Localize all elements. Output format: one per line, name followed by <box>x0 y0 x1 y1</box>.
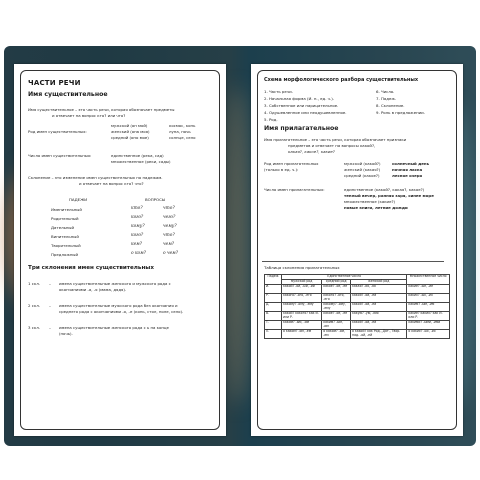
adj-gender-masc: мужской (какой?) <box>344 161 381 166</box>
table-title: Таблица склонения прилагательных <box>264 265 340 270</box>
scheme-item: 2. Начальная форма (И. п., ед. ч.). <box>264 96 334 101</box>
case-question-1: кого? <box>131 215 144 220</box>
adjective-definition-line-1: Имя прилагательное – это часть речи, которая обозначает признаки <box>264 137 407 142</box>
case-question-2: что? <box>163 206 175 211</box>
gender-masc-examples: космос, конь <box>169 123 196 128</box>
cell-plural: какие? -ые, -ие <box>407 285 450 294</box>
questions-header: ВОПРОСЫ <box>145 197 166 202</box>
cell-neut: какое? -ое, -ее <box>322 285 351 294</box>
cell-masc: какому? -ому, -ему <box>282 303 322 312</box>
cell-fem: о какой? как Род., Дат., Твор. пад. -ой, -ей <box>351 330 407 339</box>
cell-masc: какого? -ого, -его <box>282 294 322 303</box>
declension-text-line-1: имена существительные женского рода с ь на конце <box>59 325 169 330</box>
declension-dash: – <box>49 303 51 308</box>
number-label: Число имен существительных: <box>28 153 92 158</box>
adj-gender-neut-example: лесное озеро <box>392 173 423 178</box>
cell-masc: какой? -ой, -ый, -ий <box>282 285 322 294</box>
case-question-2: чему? <box>163 224 177 229</box>
adj-gender-label: Род имен прилагательных <box>264 161 319 166</box>
case-name: Творительный <box>51 243 81 248</box>
adj-gender-fem: женский (какая?) <box>344 167 381 172</box>
page-title: ЧАСТИ РЕЧИ <box>28 79 81 87</box>
cover-light-center <box>226 86 250 406</box>
adjective-declension-table <box>264 274 450 339</box>
case-name: Дательный <box>51 225 75 230</box>
left-page-frame <box>20 70 220 430</box>
cell-fem: какая? -ая, -яя <box>351 285 407 294</box>
header-fem: женский род <box>351 280 407 285</box>
adj-number-line: новые книги, летние дожди <box>344 205 408 210</box>
adj-number-line: единственное (какой?, какая?, какое?) <box>344 187 425 192</box>
case-question-1: кто? <box>131 206 143 211</box>
adj-gender-label-2: (только в ед. ч.): <box>264 167 299 172</box>
three-declensions-heading: Три склонения имен существительных <box>28 265 154 271</box>
cell-plural: какими? -ыми, -ими <box>407 321 450 330</box>
cell-case: Д. <box>265 303 282 312</box>
gender-neut: средний (оно мое) <box>111 135 149 140</box>
scheme-item: 6. Число. <box>376 89 395 94</box>
table-row <box>265 330 450 339</box>
case-question-2: что? <box>163 233 175 238</box>
cases-header: ПАДЕЖИ <box>69 197 88 202</box>
declension-label: 3 скл. <box>28 325 40 330</box>
cell-plural: какие? каких? как И. или Р. <box>407 312 450 321</box>
declension-definition-line-2: и отвечает на вопрос кто? что? <box>79 181 144 186</box>
case-question-2: чего? <box>163 215 176 220</box>
cell-fem: какой? -ой, -ей <box>351 303 407 312</box>
scheme-heading: Схема морфологического разбора существительных <box>264 77 419 83</box>
cell-fem: какую? -ую, -юю <box>351 312 407 321</box>
adjective-definition-line-2: предметов и отвечает на вопросы какой?, <box>288 143 376 148</box>
declension-definition-line-1: Склонение – это изменение имен существительных по падежам. <box>28 175 163 180</box>
noun-heading: Имя существительное <box>28 91 108 98</box>
header-case: Падеж <box>265 275 282 285</box>
declension-label: 1 скл. <box>28 281 40 286</box>
cell-neut: о каком? -ом, -ем <box>322 330 351 339</box>
case-question-1: кем? <box>131 242 142 247</box>
adj-number-label: Число имен прилагательных: <box>264 187 325 192</box>
case-question-1: о ком? <box>131 251 146 256</box>
divider-line <box>262 261 444 262</box>
adj-number-line: множественное (какие?) <box>344 199 396 204</box>
adjective-definition-line-3: какая?, какое?, какие? <box>288 149 335 154</box>
case-name: Родительный <box>51 216 79 221</box>
noun-definition-line-2: и отвечает на вопрос кто? или что? <box>52 113 126 118</box>
declension-text-line-2: (ночь). <box>59 331 73 336</box>
declension-text-line-2: среднего рода с окончаниями -о, -е (конь, стол, поле, село). <box>59 309 184 314</box>
left-page <box>14 64 226 436</box>
cell-case: П. <box>265 330 282 339</box>
adj-gender-fem-example: ночная ласка <box>392 167 423 172</box>
header-masc: мужской род <box>282 280 322 285</box>
cell-case: Р. <box>265 294 282 303</box>
scheme-item: 1. Часть речи. <box>264 89 293 94</box>
declension-dash: – <box>49 325 51 330</box>
declension-text-line-1: имена существительные мужского рода без окончания и <box>59 303 178 308</box>
cell-masc: какой? какого? как И. или Р. <box>282 312 322 321</box>
right-page-frame <box>257 70 457 430</box>
case-question-1: кого? <box>131 233 144 238</box>
case-question-1: кому? <box>131 224 145 229</box>
cell-plural: о каких? -ых, -их <box>407 330 450 339</box>
cell-masc: о каком? -ом, -ем <box>282 330 322 339</box>
adj-gender-masc-example: солнечный день <box>392 161 430 166</box>
cell-case: И. <box>265 285 282 294</box>
adj-number-line: теплый вечер, ранняя заря, синее море <box>344 193 434 198</box>
cell-fem: какой? -ой, -ей <box>351 294 407 303</box>
scheme-item: 3. Собственное или нарицательное. <box>264 103 339 108</box>
scheme-item: 5. Род. <box>264 117 278 122</box>
cell-masc: каким? -ым, -им <box>282 321 322 330</box>
gender-label: Род имен существительных: <box>28 129 87 134</box>
adj-gender-neut: средний (какое?) <box>344 173 380 178</box>
case-name: Винительный <box>51 234 79 239</box>
cell-plural: каких? -ых, -их <box>407 294 450 303</box>
right-page <box>251 64 463 436</box>
noun-definition-line-1: Имя существительное – это часть речи, которая обозначает предметы <box>28 107 175 112</box>
scheme-item: 4. Одушевленное или неодушевленное. <box>264 110 347 115</box>
number-singular: единственное (река, сад) <box>111 153 164 158</box>
cell-neut: какого? -ого, -его <box>322 294 351 303</box>
header-neut: средний род <box>322 280 351 285</box>
declension-text-line-2: окончаниями -а, -я (мама, дядя). <box>59 287 127 292</box>
case-name: Предложный <box>51 252 78 257</box>
cell-case: Т. <box>265 321 282 330</box>
gender-fem-examples: луна, ночь <box>169 129 191 134</box>
number-plural: множественное (реки, сады) <box>111 159 171 164</box>
case-name: Именительный <box>51 207 82 212</box>
gender-masc: мужской (он мой) <box>111 123 148 128</box>
declension-text-line-1: имена существительные женского и мужского рода с <box>59 281 171 286</box>
case-question-2: чем? <box>163 242 175 247</box>
cell-neut: какому? -ому, -ему <box>322 303 351 312</box>
gender-neut-examples: солнце, село <box>169 135 196 140</box>
scheme-item: 7. Падеж. <box>376 96 397 101</box>
adjective-heading: Имя прилагательное <box>264 125 339 132</box>
case-question-2: о чем? <box>163 251 179 256</box>
declension-dash: – <box>49 281 51 286</box>
cell-fem: какой? -ой, -ей <box>351 321 407 330</box>
header-singular: Единственное число <box>282 275 407 280</box>
scheme-item: 9. Роль в предложении. <box>376 110 425 115</box>
cell-neut: каким? -ым, -им <box>322 321 351 330</box>
cell-neut: какое? -ое, -ее <box>322 312 351 321</box>
declension-label: 2 скл. <box>28 303 40 308</box>
scheme-item: 8. Склонение. <box>376 103 405 108</box>
gender-fem: женский (она моя) <box>111 129 150 134</box>
header-plural: Множественное число <box>407 275 450 285</box>
cell-case: В. <box>265 312 282 321</box>
cell-plural: каким? -ым, -им <box>407 303 450 312</box>
